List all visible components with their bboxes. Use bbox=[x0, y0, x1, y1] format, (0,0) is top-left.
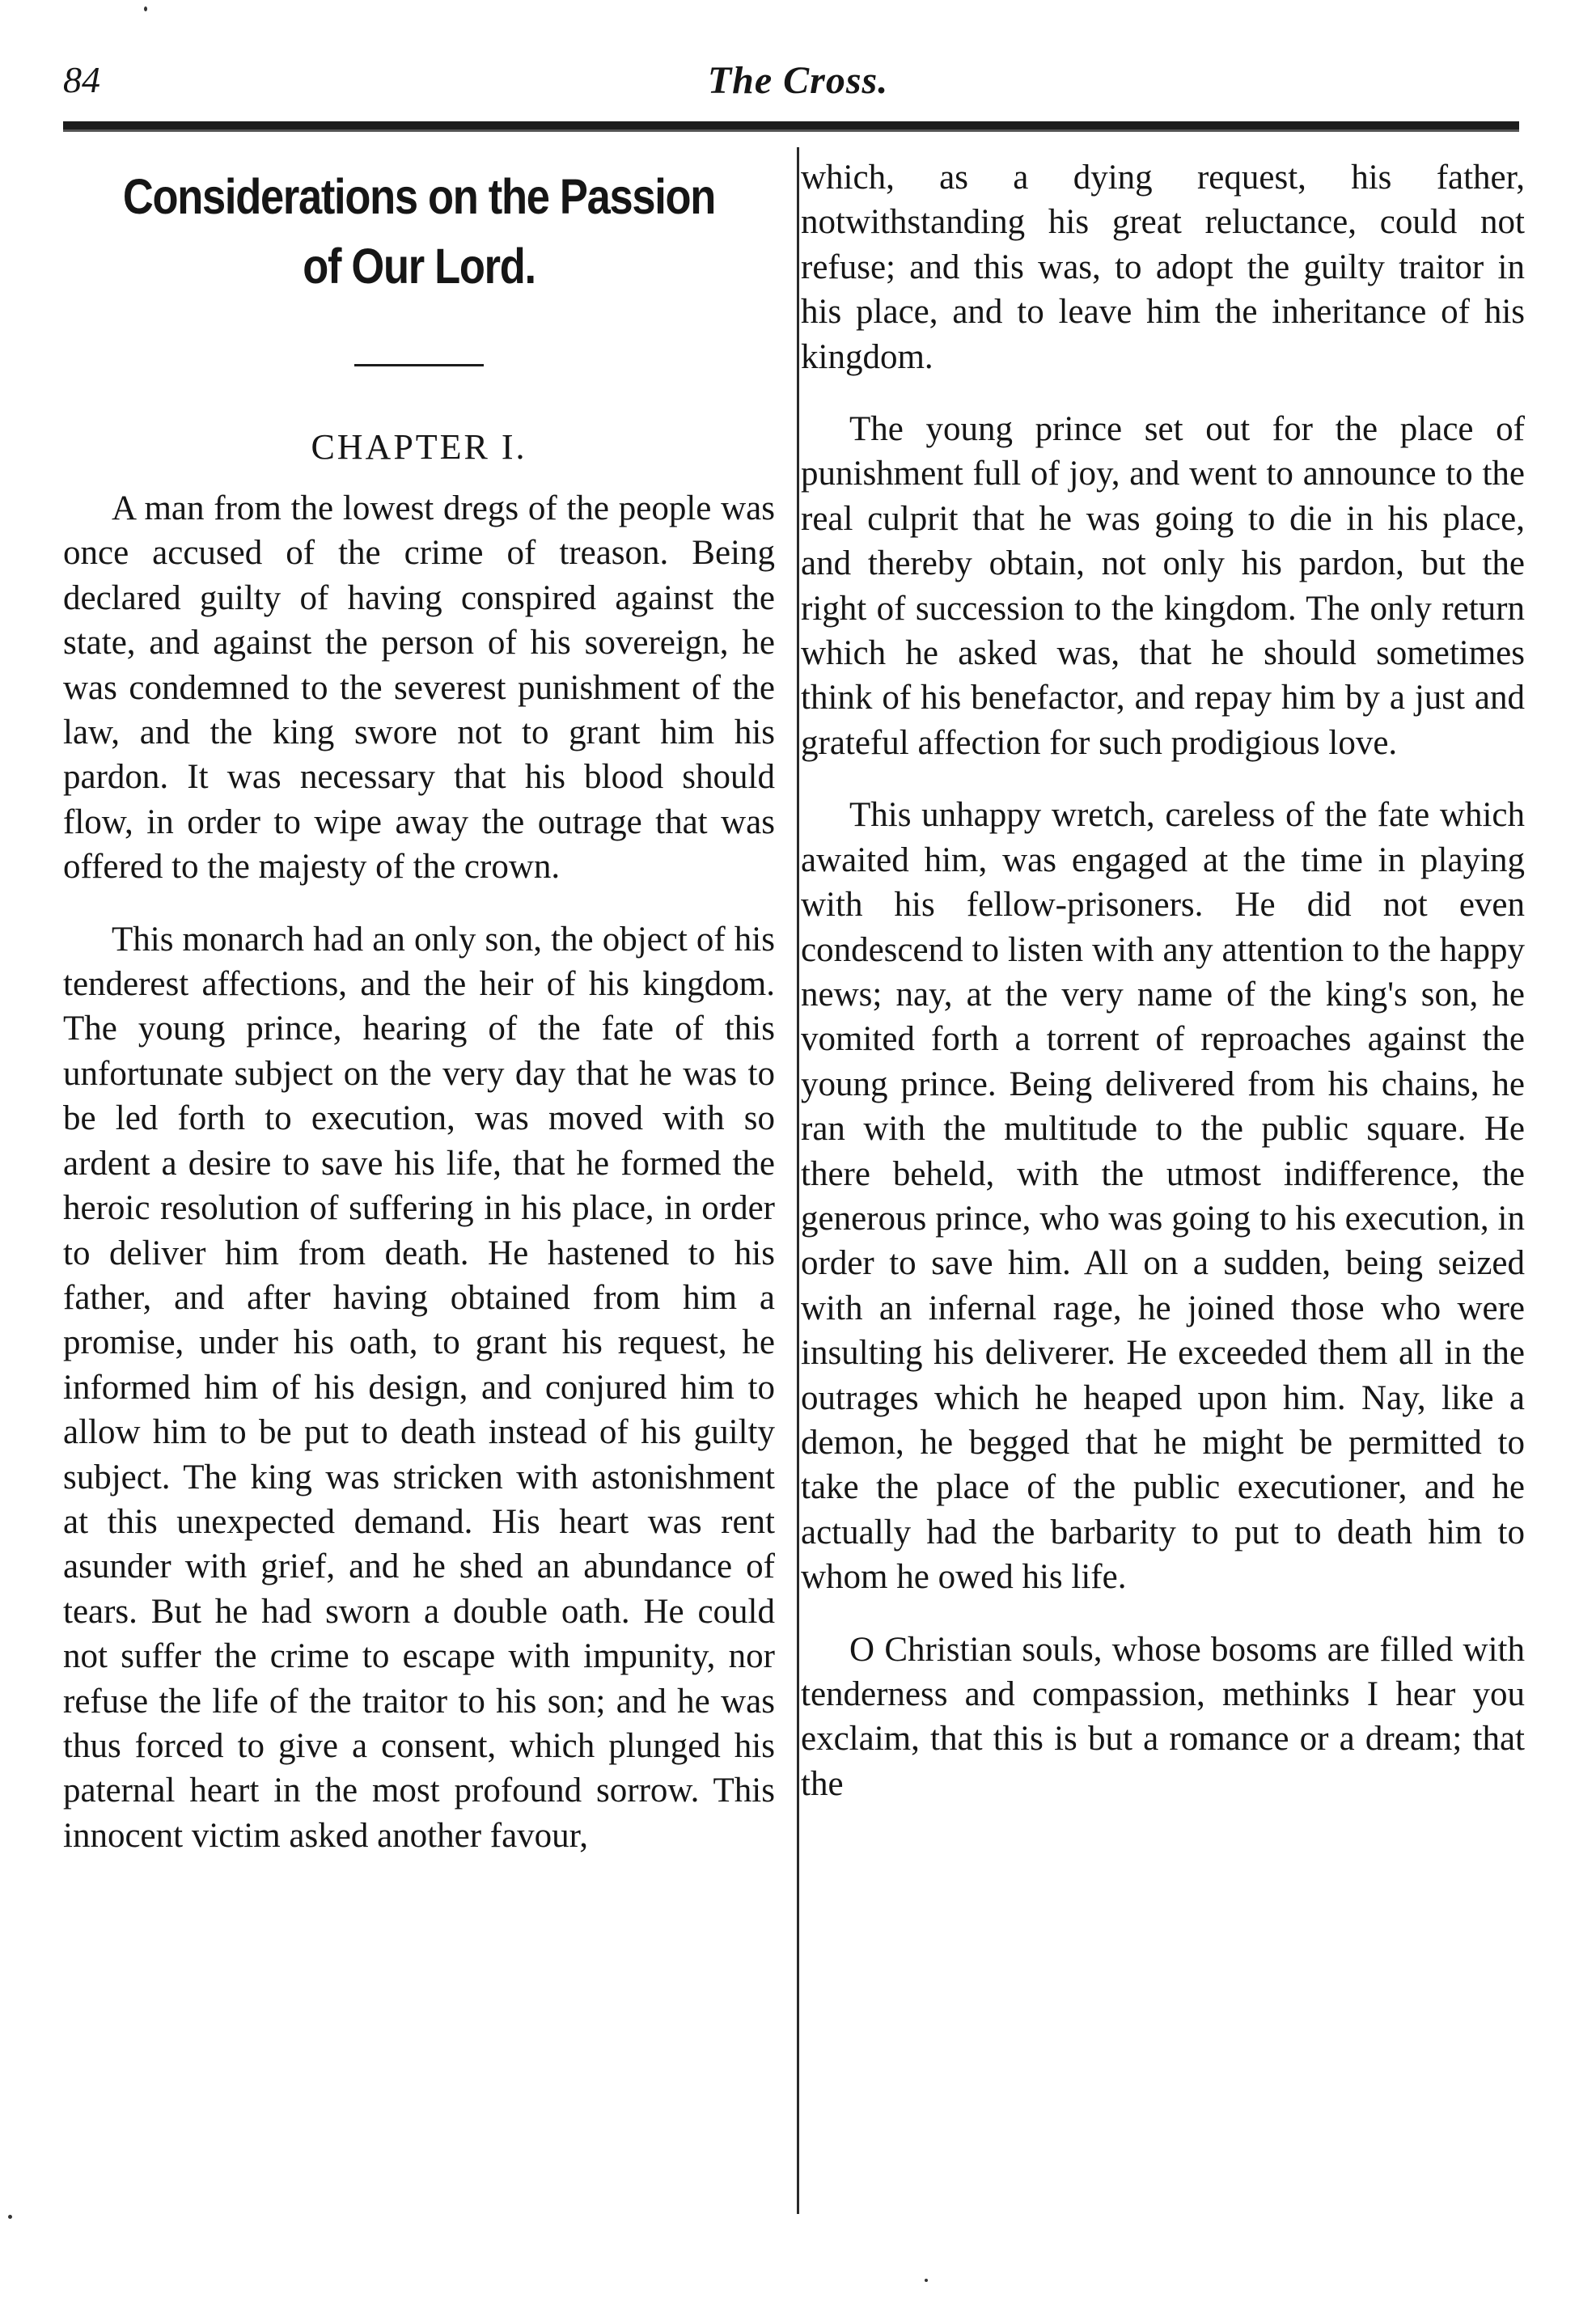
ink-speck bbox=[8, 2215, 12, 2219]
title-rule bbox=[354, 364, 484, 366]
ink-speck bbox=[925, 2279, 928, 2282]
paragraph: This unhappy wretch, careless of the fate which awaited him, was engaged at the time in playing with his fellow-prisoners. He did not even condescend to listen with any attention to the happy news; nay, at the very name of the king's son, he vomited forth a torrent of reproaches against the young prince. Being delivered from his chains, he ran with the multitude to the public square. He there beheld, with the utmost indifference, the generous prince, who was going to his execution, in order to save him. All on a sudden, being seized with an infernal rage, he joined those who were insulting his deliverer. He exceeded them all in the outrages which he heaped upon him. Nay, like a demon, he begged that he might be permitted to take the place of the public executioner, and he actually had the barbarity to put to death him to whom he owed his life. bbox=[801, 796, 1525, 1597]
ink-speck bbox=[144, 6, 147, 11]
paragraph: A man from the lowest dregs of the people was once accused of the crime of treason. Being declared guilty of having conspired against the state, and against the person of his sovereign, he was condemned to the severest punishment of the law, and the king swore not to grant him his pardon. It was necessary that his blood should flow, in order to wipe away the outrage that was offered to the majesty of the crown. bbox=[63, 489, 775, 887]
running-title: The Cross. bbox=[707, 59, 889, 102]
column-divider bbox=[797, 147, 799, 2214]
page-number: 84 bbox=[63, 59, 100, 100]
paragraph: This monarch had an only son, the object of his tenderest affections, and the heir of his kingdom. The young prince, hearing of the fate of this unfortunate subject on the very day that he was to be led forth to execution, was moved with so ardent a desire to save his life, that he formed the heroic resolution of suffering in his place, in order to deliver him from death. He hastened to his father, and after having obtained from him a promise, under his oath, to grant his request, he informed him of his design, and conjured him to allow him to be put to death instead of his guilty subject. The king was stricken with astonishment at this unexpected demand. His heart was rent asunder with grief, and he shed an abundance of tears. But he had sworn a double oath. He could not suffer the crime to escape with impunity, nor refuse the life of the traitor to his son; and he was thus forced to give a consent, which plunged his paternal heart in the most profound sorrow. This innocent victim asked another favour, bbox=[63, 920, 775, 1855]
paragraph-continued: which, as a dying request, his father, notwithstanding his great reluctance, could not refuse; and this was, to adopt the guilty traitor in his place, and to leave him the inheritance of his kingdom. bbox=[801, 159, 1525, 376]
paragraph: O Christian souls, whose bosoms are filled with tenderness and compassion, methinks I hear you exclaim, that this is but a romance or a dream; that the bbox=[801, 1630, 1525, 1803]
chapter-heading: CHAPTER I. bbox=[311, 427, 527, 467]
article-title: Considerations on the Passion of Our Lord. bbox=[122, 169, 716, 294]
paragraph: The young prince set out for the place of punishment full of joy, and went to announce to the real culprit that he was going to die in his place, and thereby obtain, not only his pardon, but the right of succession to the kingdom. The only return which he asked was, that he should sometimes think of his benefactor, and repay him by a just and grateful affection for such prodigious love. bbox=[801, 410, 1525, 762]
right-column bbox=[801, 155, 1525, 1834]
left-column bbox=[63, 162, 775, 1886]
header-rule bbox=[63, 121, 1519, 132]
